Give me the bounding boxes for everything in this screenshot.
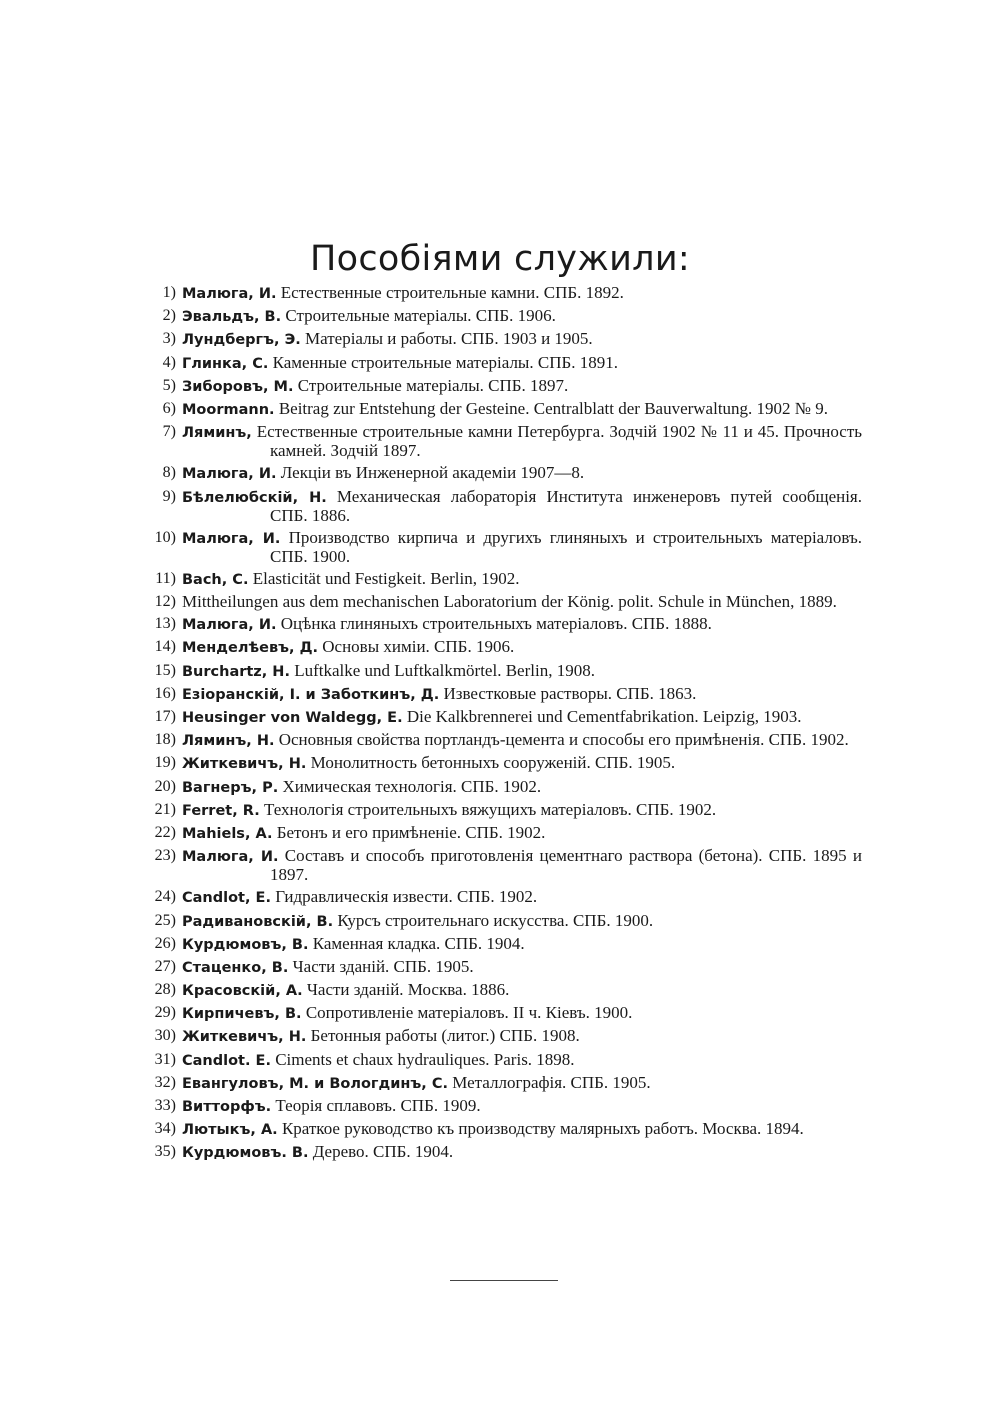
entry-author: Вагнеръ, Р. [182,779,279,796]
bibliography-entry [144,464,862,483]
entry-body [182,488,862,525]
entry-text: Теорія сплавовъ. СПБ. 1909. [275,1096,481,1115]
bibliography-entry [144,685,862,704]
entry-body [182,778,862,797]
entry-author: Малюга, И. [182,617,277,634]
entry-author: Радивановскій, В. [182,913,334,930]
entry-number: 3) [162,330,176,348]
entry-author: Евангуловъ, М. и Вологдинъ, С. [182,1075,448,1092]
bibliography-entry [144,423,862,460]
bibliography-entry [144,330,862,349]
entry-number: 2) [162,307,176,325]
entry-body [182,570,862,589]
entry-body [182,662,862,681]
bibliography-entry [144,662,862,681]
entry-number: 34) [154,1120,176,1138]
bibliography-entry [144,912,862,931]
entry-body [182,529,862,566]
entry-author: Burchartz, H. [182,663,290,680]
entry-text: Лекціи въ Инженерной академіи 1907—8. [280,463,585,483]
entry-body [182,330,862,349]
entry-body [182,400,862,419]
entry-body [182,824,862,843]
entry-number: 26) [154,934,176,952]
entry-number: 1) [162,284,176,301]
entry-text: Mittheilungen aus dem mechanischen Laboratorium der König. polit. Schule in München, 1889. [182,592,837,612]
entry-body [182,1143,862,1162]
entry-body [182,1051,862,1070]
bibliography-entry [144,307,862,326]
bibliography-entry [144,377,862,396]
bibliography-entry [144,981,862,1000]
entry-number: 20) [154,777,176,795]
bibliography-entry [144,284,862,303]
entry-text: Elasticität und Festigkeit. Berlin, 1902. [252,568,520,588]
bibliography-entry [144,1097,862,1116]
entry-number: 12) [154,593,176,611]
entry-text: Естественные строительные камни Петербурга. Зодчій 1902 № 11 и 45. Прочность камней. Зодчій 1897. [256,422,863,461]
entry-number: 13) [154,615,176,633]
entry-text: Части зданій. Москва. 1886. [306,980,510,1000]
bibliography-entry [144,754,862,773]
entry-author: Бѣлелюбскій, Н. [182,489,327,506]
entry-number: 25) [154,911,176,929]
entry-text: Die Kalkbrennerei und Cementfabrikation. Leipzig, 1903. [406,707,802,726]
bibliography-list [144,284,862,1167]
entry-author: Житкевичъ, Н. [182,756,307,773]
entry-author: Mahiels, A. [182,825,273,842]
entry-text: Beitrag zur Entstehung der Gesteine. Centralblatt der Bauverwaltung. 1902 № 9. [278,398,829,418]
entry-body [182,1074,862,1093]
entry-text: Luftkalke und Luftkalkmörtel. Berlin, 1908. [294,660,595,680]
bibliography-entry [144,1027,862,1046]
entry-number: 16) [154,684,176,702]
entry-text: Каменные строительные матеріалы. СПБ. 1891. [272,352,618,372]
bibliography-entry [144,801,862,820]
bibliography-entry [144,778,862,797]
entry-number: 31) [154,1050,176,1068]
entry-author: Ferret, R. [182,802,260,819]
entry-author: Ляминъ, Н. [182,733,275,750]
entry-body [182,888,862,907]
entry-body [182,801,862,820]
entry-author: Малюга, И. [182,466,277,483]
entry-number: 29) [154,1004,176,1022]
entry-number: 4) [162,353,176,371]
bibliography-entry [144,354,862,373]
entry-author: Bach, C. [182,571,249,588]
bibliography-entry [144,638,862,657]
entry-body [182,284,862,303]
entry-text: Части зданій. СПБ. 1905. [292,956,474,976]
entry-author: Менделѣевъ, Д. [182,640,319,657]
entry-author: Витторфъ. [182,1099,272,1115]
entry-author: Стаценко, В. [182,959,289,976]
entry-author: Эвальдъ, В. [182,309,282,326]
entry-number: 28) [154,981,176,999]
bibliography-entry [144,1120,862,1139]
entry-number: 10) [154,528,176,546]
entry-body [182,981,862,1000]
entry-number: 35) [154,1143,176,1161]
entry-author: Малюга, И. [182,286,277,302]
bibliography-entry [144,958,862,977]
entry-number: 19) [154,754,176,772]
entry-number: 27) [154,957,176,975]
entry-author: Малюга, И. [182,530,281,547]
entry-number: 14) [154,638,176,656]
bibliography-entry [144,593,862,611]
entry-author: Езіоранскій, І. и Заботкинъ, Д. [182,686,440,703]
entry-body [182,1120,862,1139]
entry-author: Курдюмовъ. В. [182,1145,309,1162]
entry-author: Кирпичевъ, В. [182,1006,302,1023]
entry-text: Сопротивленіе матеріаловъ. II ч. Кіевъ. 1900. [305,1003,633,1023]
entry-body [182,377,862,396]
entry-text: Бетонныя работы (литог.) СПБ. 1908. [310,1026,580,1046]
entry-body [182,615,862,634]
entry-number: 6) [162,399,176,417]
entry-author: Candlot, E. [182,890,271,907]
entry-body [182,708,862,727]
entry-text: Монолитность бетонныхъ сооруженій. СПБ. 1905. [310,753,676,773]
entry-text: Курсъ строительнаго искусства. СПБ. 1900. [337,910,654,930]
entry-text: Механическая лабораторія Института инженеровъ путей сообщенія. СПБ. 1886. [270,486,863,525]
entry-body [182,958,862,977]
entry-number: 11) [155,569,176,587]
entry-author: Candlot. E. [182,1052,271,1069]
entry-number: 21) [154,800,176,818]
entry-author: Житкевичъ, Н. [182,1029,307,1046]
entry-body [182,731,862,750]
entry-author: Лютыкъ, А. [182,1122,278,1139]
entry-text: Основы химіи. СПБ. 1906. [322,637,515,657]
entry-author: Курдюмовъ, В. [182,936,309,953]
entry-text: Ciments et chaux hydrauliques. Paris. 1898. [275,1049,575,1069]
entry-text: Технологія строительныхъ вяжущихъ матеріаловъ. СПБ. 1902. [263,799,717,819]
entry-number: 5) [162,376,176,394]
entry-text: Бетонъ и его примѣненіе. СПБ. 1902. [276,822,546,842]
entry-body [182,1097,862,1116]
bibliography-entry [144,615,862,634]
entry-body [182,638,862,657]
entry-text: Матеріалы и работы. СПБ. 1903 и 1905. [305,329,593,349]
entry-text: Гидравлическія извести. СПБ. 1902. [275,887,538,907]
entry-number: 18) [154,731,176,749]
entry-number: 17) [154,708,176,725]
end-rule [450,1280,558,1281]
entry-number: 8) [162,464,176,482]
entry-body [182,593,862,611]
entry-text: Естественные строительные камни. СПБ. 1892. [280,283,624,302]
entry-text: Строительные матеріалы. СПБ. 1906. [285,306,556,326]
entry-text: Химическая технологія. СПБ. 1902. [282,776,542,796]
entry-number: 33) [154,1097,176,1114]
entry-text: Каменная кладка. СПБ. 1904. [312,933,525,953]
entry-body [182,935,862,954]
page-title: Пособіями служили: [310,239,690,280]
bibliography-entry [144,824,862,843]
entry-text: Краткое руководство къ производству малярныхъ работъ. Москва. 1894. [281,1119,804,1139]
entry-body [182,685,862,704]
entry-number: 32) [154,1073,176,1091]
bibliography-entry [144,570,862,589]
entry-author: Малюга, И. [182,849,279,866]
entry-body [182,847,862,884]
entry-body [182,1004,862,1023]
bibliography-entry [144,731,862,750]
entry-text: Производство кирпича и другихъ глиняныхъ и строительныхъ матеріаловъ. СПБ. 1900. [270,527,863,566]
entry-text: Основныя свойства портландъ-цемента и способы его примѣненія. СПБ. 1902. [278,730,849,750]
entry-body [182,354,862,373]
bibliography-entry [144,1074,862,1093]
entry-text: Строительные матеріалы. СПБ. 1897. [297,375,569,395]
bibliography-entry [144,888,862,907]
entry-author: Красовскій, А. [182,983,303,1000]
entry-body [182,423,862,460]
bibliography-entry [144,708,862,727]
entry-text: Дерево. СПБ. 1904. [312,1142,454,1162]
entry-author: Heusinger von Waldegg, E. [182,710,403,726]
entry-text: Металлографія. СПБ. 1905. [452,1072,651,1092]
entry-number: 22) [154,823,176,841]
entry-number: 7) [162,423,176,441]
bibliography-entry [144,529,862,566]
bibliography-entry [144,488,862,525]
bibliography-entry [144,1004,862,1023]
entry-body [182,912,862,931]
entry-text: Составъ и способъ приготовленія цементнаго раствора (бетона). СПБ. 1895 и 1897. [270,846,862,885]
entry-author: Лундбергъ, Э. [182,332,301,349]
entry-number: 15) [154,661,176,679]
entry-author: Зиборовъ, М. [182,378,294,395]
entry-number: 9) [162,487,176,505]
entry-number: 24) [154,888,176,906]
entry-author: Moormann. [182,401,275,418]
bibliography-entry [144,1051,862,1070]
entry-number: 30) [154,1027,176,1045]
entry-author: Ляминъ, [182,425,252,442]
bibliography-entry [144,400,862,419]
entry-text: Известковые растворы. СПБ. 1863. [443,683,697,703]
entry-text: Оцѣнка глиняныхъ строительныхъ матеріаловъ. СПБ. 1888. [280,614,712,634]
entry-body [182,307,862,326]
entry-author: Глинка, С. [182,355,269,372]
entry-body [182,464,862,483]
bibliography-entry [144,1143,862,1162]
entry-body [182,754,862,773]
bibliography-entry [144,935,862,954]
bibliography-entry [144,847,862,884]
entry-body [182,1027,862,1046]
entry-number: 23) [154,847,176,865]
